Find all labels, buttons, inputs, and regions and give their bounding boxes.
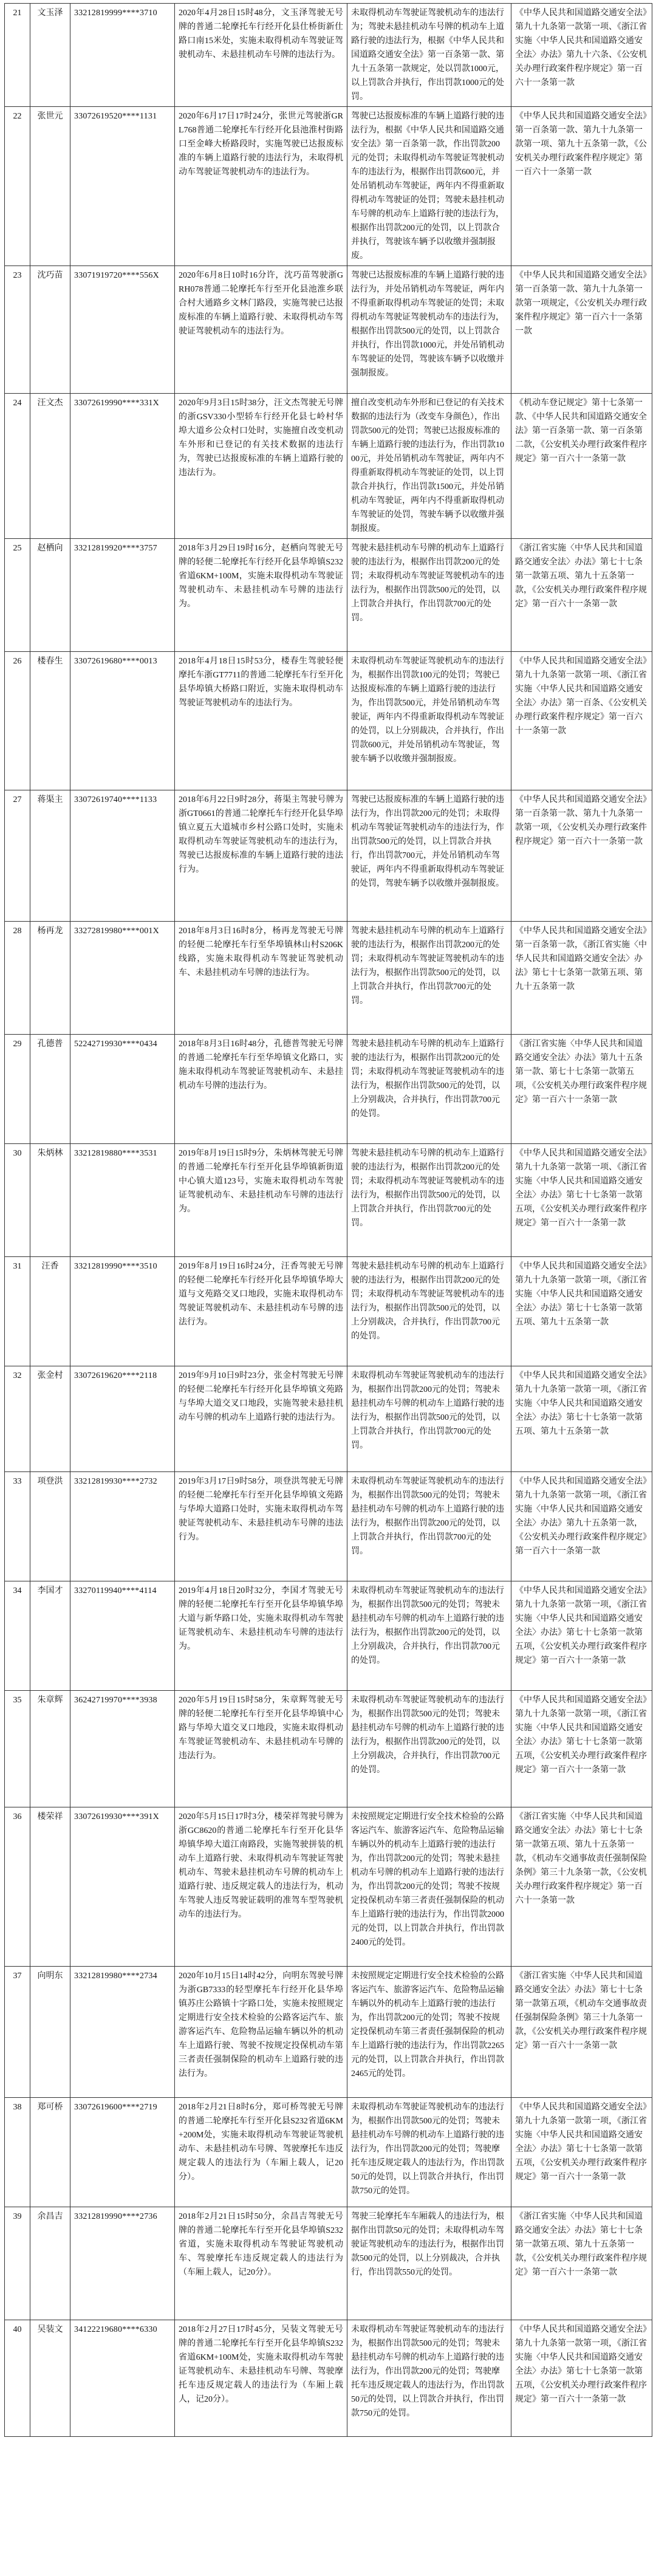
- table-row: [5, 790, 652, 922]
- table-row: [5, 266, 652, 394]
- record-penalty-basis: 未取得机动车驾驶证驾驶机动车的违法行为，根据作出罚款500元的处罚；驾驶未悬挂机动车号牌的机动车上道路行驶的违法行为，根据作出罚款200元的处罚，以上分别裁决，合并执行，作出罚款700元的处罚。: [347, 1691, 511, 1807]
- record-violation-facts: 2018年2月21日8时6分，郑可桥驾驶无号牌的普通二轮摩托车行至开化县S232省道6KM+200M处，实施未取得机动车驾驶证驾驶机动车、未悬挂机动车号牌、驾驶摩托车违反规定载人的违法行为（车厢上载人，记20分）。: [175, 2098, 347, 2207]
- table-row: [5, 1472, 652, 1581]
- record-legal-basis: 《中华人民共和国道路交通安全法》第九十九条第一款第一项、《浙江省实施〈中华人民共和国道路交通安全法〉办法》第七十七条第一款第五项，《公安机关办理行政案件程序规定》第一百六十一条第一款: [511, 1144, 652, 1257]
- record-id-number: 33212819930****2732: [70, 1472, 175, 1581]
- record-violation-facts: 2019年3月17日9时58分，项登洪驾驶无号牌的轻便二轮摩托车行至开化县华埠镇文苑路与华埠大道路口处时，实施未取得机动车驾驶证驾驶机动车、未悬挂机动车号牌的违法行为。: [175, 1472, 347, 1581]
- table-row: [5, 539, 652, 652]
- record-violation-facts: 2020年4月28日15时48分，文玉泽驾驶无号牌的普通二轮摩托车行经开化县仕桥街新仕路口南15米处，实施未取得机动车驾驶证驾驶机动车、未悬挂机动车号牌的违法行为。: [175, 4, 347, 107]
- record-violation-facts: 2020年5月15日17时3分，楼荣祥驾驶号牌为浙GC8620的普通二轮摩托车行至开化县华埠镇华埠大道江南路段，实施驾驶拼装的机动车上道路行驶、未取得机动车驾驶证驾驶机动车、驾驶未悬挂机动车号牌的机动车上道路行驶、违反规定载人的违法行为，机动车驾驶人违反驾驶证载明的准驾车型驾驶机动车的违法行为。: [175, 1807, 347, 1967]
- record-legal-basis: 《中华人民共和国道路交通安全法》第九十九条第一款第一项、《浙江省实施〈中华人民共和国道路交通安全法〉办法》第一百条、《公安机关办理行政案件程序规定》第一百六十一条第一款: [511, 652, 652, 790]
- record-name: 向明东: [30, 1967, 70, 2098]
- record-id-number: 33212819920****3757: [70, 539, 175, 652]
- record-violation-facts: 2018年3月29日19时16分，赵栖向驾驶无号牌的轻便二轮摩托车行经开化县华埠镇S232省道6KM+100M，实施未取得机动车驾驶证驾驶机动车、未悬挂机动车号牌的违法行为。: [175, 539, 347, 652]
- record-legal-basis: 《中华人民共和国道路交通安全法》第九十九条第一款第一项、《浙江省实施〈中华人民共和国道路交通安全法〉办法》第九十六条、《公安机关办理行政案件程序规定》第一百六十一条第一款: [511, 4, 652, 107]
- record-violation-facts: 2018年6月22日9时28分，蒋渠主驾驶号牌为浙GT0661的普通二轮摩托车行经开化县华埠镇立夏五大道城市乡村公路口处时，实施未取得机动车驾驶证驾驶机动车的违法行为，驾驶已达报废标准的车辆上道路行驶的违法行为。: [175, 790, 347, 922]
- penalty-records-table: [4, 3, 652, 2437]
- record-id-number: 34122219680****6330: [70, 2320, 175, 2437]
- record-name: 吴装文: [30, 2320, 70, 2437]
- record-number: 32: [5, 1366, 30, 1472]
- record-legal-basis: 《浙江省实施〈中华人民共和国道路交通安全法〉办法》第七十七条第一款第五项，《机动车交通事故责任强制保险条例》第三十九条第一款，《公安机关办理行政案件程序规定》第一百六十一条第一款: [511, 1967, 652, 2098]
- table-row: [5, 1807, 652, 1967]
- record-number: 29: [5, 1035, 30, 1144]
- record-legal-basis: 《中华人民共和国道路交通安全法》第九十九条第一款第一项，《浙江省实施〈中华人民共和国道路交通安全法〉办法》第七十七条第一款第五项，《公安机关办理行政案件程序规定》第一百六十一条第一款: [511, 2098, 652, 2207]
- record-penalty-basis: 擅自改变机动车外形和已登记的有关技术数据的违法行为（改变车身颜色），作出罚款500元的处罚；驾驶已达报废标准的车辆上道路行驶的违法行为，作出罚款1000元，并处吊销机动车驾驶证，两年内不得重新取得机动车驾驶证的处罚，以上罚款合并执行，作出罚款1500元，并处吊销机动车驾驶证，两年内不得重新取得机动车驾驶证的处罚，驾驶车辆予以收缴并强制报废。: [347, 394, 511, 539]
- record-id-number: 33072619930****391X: [70, 1807, 175, 1967]
- record-penalty-basis: 驾驶未悬挂机动车号牌的机动车上道路行驶的违法行为，根据作出罚款200元的处罚；未取得机动车驾驶证驾驶机动车的违法行为，根据作出罚款500元的处罚，以上分别裁决，合并执行，作出罚款700元的处罚。: [347, 1257, 511, 1366]
- record-id-number: 33072619740****1133: [70, 790, 175, 922]
- penalty-record-document: [4, 3, 652, 2573]
- record-penalty-basis: 未取得机动车驾驶证驾驶机动车的违法行为，根据作出罚款500元的处罚；驾驶未悬挂机动车号牌的机动车上道路行驶的违法行为，作出罚款200元的处罚；驾驶摩托车违反规定载人的违法行为，作出罚款50元的处罚，以上罚款合并执行，作出罚款750元的处罚。: [347, 2320, 511, 2437]
- record-legal-basis: 《中华人民共和国道路交通安全法》第一百条第一款、第九十九条第一款第一项，《公安机关办理行政案件程序规定》第一百六十一条第一款: [511, 790, 652, 922]
- record-name: 赵栖向: [30, 539, 70, 652]
- record-legal-basis: 《浙江省实施〈中华人民共和国道路交通安全法〉办法》第七十七条第一款第五项、第九十五条第一款，《公安机关办理行政案件程序规定》第一百六十一条第一款: [511, 2207, 652, 2320]
- table-row: [5, 1691, 652, 1807]
- record-number: 31: [5, 1257, 30, 1366]
- record-name: 项登洪: [30, 1472, 70, 1581]
- record-legal-basis: 《浙江省实施〈中华人民共和国道路交通安全法〉办法》第七十七条第一款第五项、第九十五条第一款，《机动车交通事故责任强制保险条例》第三十九条第一款，《公安机关办理行政案件程序规定》第一百六十一条第一款: [511, 1807, 652, 1967]
- record-number: 39: [5, 2207, 30, 2320]
- record-violation-facts: 2018年8月3日16时48分，孔德普驾驶无号牌的普通二轮摩托车行至华埠镇文化路口，实施未取得机动车驾驶证驾驶机动车、未悬挂机动车号牌的违法行为。: [175, 1035, 347, 1144]
- record-number: 21: [5, 4, 30, 107]
- record-name: 楼荣祥: [30, 1807, 70, 1967]
- record-name: 沈巧苗: [30, 266, 70, 394]
- record-violation-facts: 2018年2月27日17时45分，吴装文驾驶无号牌的普通二轮摩托车行至开化县华埠镇S232省道6KM+100M处，实施未取得机动车驾驶证驾驶机动车、未悬挂机动车号牌、驾驶摩托车违反规定载人的违法行为（车厢上载人，记20分）。: [175, 2320, 347, 2437]
- record-number: 27: [5, 790, 30, 922]
- record-penalty-basis: 未按照规定定期进行安全技术检验的公路客运汽车、旅游客运汽车、危险物品运输车辆以外的机动车上道路行驶的违法行为，作出罚款200元的处罚；驾驶不按规定投保机动车第三者责任强制保险的机动车上道路行驶的违法行为，作出罚款2265元的处罚，以上罚款合并执行，作出罚款2465元的处罚。: [347, 1967, 511, 2098]
- record-name: 郑可桥: [30, 2098, 70, 2207]
- record-penalty-basis: 未取得机动车驾驶证驾驶机动车的违法行为，根据作出罚款500元的处罚；驾驶未悬挂机动车号牌的机动车上道路行驶的违法行为，根据作出罚款200元的处罚，以上分别裁决，合并执行，作出罚款700元的处罚。: [347, 1581, 511, 1691]
- record-id-number: 33212819880****3531: [70, 1144, 175, 1257]
- record-number: 25: [5, 539, 30, 652]
- record-legal-basis: 《中华人民共和国道路交通安全法》第一百条第一款、第九十九条第一款第一项规定，《公安机关办理行政案件程序规定》第一百六十一条第一款: [511, 266, 652, 394]
- record-legal-basis: 《机动车登记规定》第十七条第一款、《中华人民共和国道路交通安全法》第一百条第一款、第一百条第二款，《公安机关办理行政案件程序规定》第一百六十一条第一款: [511, 394, 652, 539]
- record-number: 23: [5, 266, 30, 394]
- table-row: [5, 922, 652, 1035]
- table-row: [5, 1257, 652, 1366]
- record-penalty-basis: 未取得机动车驾驶证驾驶机动车的违法行为，根据作出罚款100元的处罚；驾驶已达报废标准的车辆上道路行驶的违法行为，作出罚款500元，并处吊销机动车驾驶证，两年内不得重新取得机动车驾驶证的处罚，以上分别裁决，合并执行，作出罚款600元，并处吊销机动车驾驶证，驾驶车辆予以收缴并强制报废。: [347, 652, 511, 790]
- record-number: 36: [5, 1807, 30, 1967]
- record-legal-basis: 《中华人民共和国道路交通安全法》第一百条第一款，《浙江省实施〈中华人民共和国道路交通安全法〉办法》第七十七条第一款第五项、第九十五条第一款: [511, 922, 652, 1035]
- record-id-number: 33212819990****3510: [70, 1257, 175, 1366]
- record-number: 37: [5, 1967, 30, 2098]
- record-violation-facts: 2018年8月3日16时8分，杨再龙驾驶无号牌的轻便二轮摩托车行至华埠镇林山村S206K线路，实施未取得机动车驾驶证驾驶机动车、未悬挂机动车号牌的违法行为。: [175, 922, 347, 1035]
- table-row: [5, 2320, 652, 2437]
- record-name: 汪香: [30, 1257, 70, 1366]
- record-penalty-basis: 驾驶未悬挂机动车号牌的机动车上道路行驶的违法行为，根据作出罚款200元的处罚；未取得机动车驾驶证驾驶机动车的违法行为，根据作出罚款500元的处罚，以上罚款合并执行，作出罚款700元的处罚。: [347, 1144, 511, 1257]
- record-id-number: 33072619520****1131: [70, 107, 175, 266]
- record-penalty-basis: 驾驶已达报废标准的车辆上道路行驶的违法行为，并处吊销机动车驾驶证，两年内不得重新取得机动车驾驶证的处罚；未取得机动车驾驶证驾驶机动车的违法行为，根据作出罚款500元的处罚，以上罚款合并执行，作出罚款1000元，并处吊销机动车驾驶证的处罚，驾驶该车辆予以收缴并强制报废。: [347, 266, 511, 394]
- record-id-number: 33072619600****2719: [70, 2098, 175, 2207]
- record-number: 30: [5, 1144, 30, 1257]
- record-name: 张金村: [30, 1366, 70, 1472]
- record-id-number: 36242719970****3938: [70, 1691, 175, 1807]
- record-id-number: 33072619990****331X: [70, 394, 175, 539]
- record-legal-basis: 《中华人民共和国道路交通安全法》第九十九条第一款第一项，《浙江省实施〈中华人民共和国道路交通安全法〉办法》第七十七条第一款第五项，《公安机关办理行政案件程序规定》第一百六十一条第一款: [511, 2320, 652, 2437]
- record-id-number: 33072619680****0013: [70, 652, 175, 790]
- records-table-body: [5, 4, 652, 2437]
- record-violation-facts: 2020年9月3日15时38分，汪文杰驾驶无号牌的浙GSV330小型轿车行经开化县七岭村华埠大道乡公众村口处时，实施擅自改变机动车外形和已登记的有关技术数据的违法行为，驾驶已达报废标准的车辆上道路行驶的违法行为。: [175, 394, 347, 539]
- record-name: 张世元: [30, 107, 70, 266]
- record-legal-basis: 《中华人民共和国道路交通安全法》第九十九条第一款第一项，《浙江省实施〈中华人民共和国道路交通安全法〉办法》第七十七条第一款第五项、第九十五条第一款: [511, 1257, 652, 1366]
- table-row: [5, 1366, 652, 1472]
- record-name: 蒋渠主: [30, 790, 70, 922]
- table-row: [5, 1967, 652, 2098]
- record-id-number: 33272819980****001X: [70, 922, 175, 1035]
- record-id-number: 33212819980****2734: [70, 1967, 175, 2098]
- record-number: 35: [5, 1691, 30, 1807]
- record-id-number: 33072619620****2118: [70, 1366, 175, 1472]
- table-row: [5, 107, 652, 266]
- record-number: 28: [5, 922, 30, 1035]
- table-row: [5, 1144, 652, 1257]
- record-violation-facts: 2019年9月10日9时23分，张金村驾驶无号牌的轻便二轮摩托车行经开化县华埠镇文苑路与华埠大道交叉口地段，实施驾驶未悬挂机动车号牌的机动车上道路行驶的违法行为。: [175, 1366, 347, 1472]
- record-legal-basis: 《浙江省实施〈中华人民共和国道路交通安全法〉办法》第九十五条第一款、第七十七条第一款第五项，《公安机关办理行政案件程序规定》第一百六十一条第一款: [511, 1035, 652, 1144]
- record-name: 文玉泽: [30, 4, 70, 107]
- record-penalty-basis: 未取得机动车驾驶证驾驶机动车的违法行为；驾驶未悬挂机动车号牌的机动车上道路行驶的违法行为，根据《中华人民共和国道路交通安全法》第一百条第一款、第九十五条第一款规定，处以罚款1000元，以上罚款合并执行，作出罚款1000元的处罚。: [347, 4, 511, 107]
- record-name: 朱章辉: [30, 1691, 70, 1807]
- record-penalty-basis: 未取得机动车驾驶证驾驶机动车的违法行为，根据作出罚款500元的处罚；驾驶未悬挂机动车号牌的机动车上道路行驶的违法行为，根据作出罚款200元的处罚，以上罚款合并执行，作出罚款700元的处罚。: [347, 1472, 511, 1581]
- record-penalty-basis: 未取得机动车驾驶证驾驶机动车的违法行为，根据作出罚款500元的处罚；驾驶未悬挂机动车号牌的机动车上道路行驶的违法行为，作出罚款200元的处罚；驾驶摩托车违反规定载人的违法行为，作出罚款50元的处罚，以上罚款合并执行，作出罚款750元的处罚。: [347, 2098, 511, 2207]
- record-legal-basis: 《中华人民共和国道路交通安全法》第九十九条第一款第一项，《浙江省实施〈中华人民共和国道路交通安全法〉办法》第九十五条第一款，《公安机关办理行政案件程序规定》第一百六十一条第一款: [511, 1472, 652, 1581]
- record-penalty-basis: 驾驶未悬挂机动车号牌的机动车上道路行驶的违法行为，根据作出罚款200元的处罚；未取得机动车驾驶证驾驶机动车的违法行为，根据作出罚款500元的处罚，以上分别裁决，合并执行，作出罚款700元的处罚。: [347, 1035, 511, 1144]
- record-name: 楼春生: [30, 652, 70, 790]
- table-row: [5, 4, 652, 107]
- record-id-number: 52242719930****0434: [70, 1035, 175, 1144]
- record-legal-basis: 《中华人民共和国道路交通安全法》第九十九条第一款第一项，《浙江省实施〈中华人民共和国道路交通安全法〉办法》第七十七条第一款第五项，《公安机关办理行政案件程序规定》第一百六十一条第一款: [511, 1691, 652, 1807]
- record-penalty-basis: 驾驶未悬挂机动车号牌的机动车上道路行驶的违法行为，根据作出罚款200元的处罚；未取得机动车驾驶证驾驶机动车的违法行为，根据作出罚款500元的处罚，以上罚款合并执行，作出罚款700元的处罚。: [347, 539, 511, 652]
- table-row: [5, 1035, 652, 1144]
- record-name: 汪文杰: [30, 394, 70, 539]
- record-legal-basis: 《中华人民共和国道路交通安全法》第一百条第一款、第九十九条第一款第一项、第九十五条第一款，《公安机关办理行政案件程序规定》第一百六十一条第一款: [511, 107, 652, 266]
- record-number: 33: [5, 1472, 30, 1581]
- table-row: [5, 652, 652, 790]
- record-number: 38: [5, 2098, 30, 2207]
- record-name: 杨再龙: [30, 922, 70, 1035]
- table-row: [5, 394, 652, 539]
- record-legal-basis: 《浙江省实施〈中华人民共和国道路交通安全法〉办法》第七十七条第一款第五项、第九十五条第一款，《公安机关办理行政案件程序规定》第一百六十一条第一款: [511, 539, 652, 652]
- record-penalty-basis: 未取得机动车驾驶证驾驶机动车的违法行为，根据作出罚款200元的处罚；驾驶未悬挂机动车号牌的机动车上道路行驶的违法行为，根据作出罚款500元的处罚，以上罚款合并执行，作出罚款700元的处罚。: [347, 1366, 511, 1472]
- table-row: [5, 1581, 652, 1691]
- record-name: 余昌吉: [30, 2207, 70, 2320]
- record-violation-facts: 2019年4月18日20时32分，李国才驾驶无号牌的轻便二轮摩托车行至开化县华埠镇华埠大道与新华路口处，实施未取得机动车驾驶证驾驶机动车、未悬挂机动车号牌的违法行为。: [175, 1581, 347, 1691]
- table-row: [5, 2207, 652, 2320]
- record-name: 朱炳林: [30, 1144, 70, 1257]
- record-legal-basis: 《中华人民共和国道路交通安全法》第九十九条第一款第一项，《浙江省实施〈中华人民共和国道路交通安全法〉办法》第七十七条第一款第五项、第九十五条第一款: [511, 1366, 652, 1472]
- record-penalty-basis: 驾驶未悬挂机动车号牌的机动车上道路行驶的违法行为，根据作出罚款200元的处罚；未取得机动车驾驶证驾驶机动车的违法行为，根据作出罚款500元的处罚，以上罚款合并执行，作出罚款700元的处罚。: [347, 922, 511, 1035]
- record-number: 22: [5, 107, 30, 266]
- record-penalty-basis: 未按照规定定期进行安全技术检验的公路客运汽车、旅游客运汽车、危险物品运输车辆以外的机动车上道路行驶的违法行为，作出罚款200元的处罚；驾驶未悬挂机动车号牌的机动车上道路行驶的违法行为，作出罚款200元的处罚；驾驶不按规定投保机动车第三者责任强制保险的机动车上道路行驶的违法行为，作出罚款2000元的处罚，以上罚款合并执行，作出罚款2400元的处罚。: [347, 1807, 511, 1967]
- record-id-number: 33212819999****3710: [70, 4, 175, 107]
- record-violation-facts: 2020年5月19日15时58分，朱章辉驾驶无号牌的轻便二轮摩托车行至开化县华埠镇中心路与华埠大道交叉口地段，实施未取得机动车驾驶证驾驶机动车、未悬挂机动车号牌的违法行为。: [175, 1691, 347, 1807]
- record-violation-facts: 2019年8月19日16时24分，汪香驾驶无号牌的轻便二轮摩托车行经开化县华埠镇华埠大道与文苑路交叉口地段，实施未取得机动车驾驶证驾驶机动车、未悬挂机动车号牌的违法行为。: [175, 1257, 347, 1366]
- record-id-number: 33212819990****2736: [70, 2207, 175, 2320]
- record-penalty-basis: 驾驶三轮摩托车车厢载人的违法行为，根据作出罚款50元的处罚；未取得机动车驾驶证驾驶机动车的违法行为，根据作出罚款500元的处罚，以上分别裁决，合并执行，作出罚款550元的处罚。: [347, 2207, 511, 2320]
- record-penalty-basis: 驾驶已达报废标准的车辆上道路行驶的违法行为，根据《中华人民共和国道路交通安全法》第一百条第一款，作出罚款200元的处罚；未取得机动车驾驶证驾驶机动车的违法行为，根据作出罚款600元，并处吊销机动车驾驶证，两年内不得重新取得机动车驾驶证的处罚；驾驶未悬挂机动车号牌的机动车上道路行驶的违法行为，根据作出罚款200元的处罚，以上罚款合并执行，驾驶该车辆予以收缴并强制报废。: [347, 107, 511, 266]
- record-legal-basis: 《中华人民共和国道路交通安全法》第九十九条第一款第一项，《浙江省实施〈中华人民共和国道路交通安全法〉办法》第七十七条第一款第五项，《公安机关办理行政案件程序规定》第一百六十一条第一款: [511, 1581, 652, 1691]
- record-violation-facts: 2020年6月8日10时16分许，沈巧苗驾驶浙GRH078普通二轮摩托车行至开化县池淮乡联合村大通路乡文林门路段，实施驾驶已达报废标准的车辆上道路行驶、未取得机动车驾驶证驾驶机动车的违法行为。: [175, 266, 347, 394]
- record-number: 40: [5, 2320, 30, 2437]
- record-name: 李国才: [30, 1581, 70, 1691]
- record-penalty-basis: 驾驶已达报废标准的车辆上道路行驶的违法行为，作出罚款200元的处罚；未取得机动车驾驶证驾驶机动车的违法行为，作出罚款500元的处罚，以上罚款合并执行，作出罚款700元，并处吊销机动车驾驶证，两年内不得重新取得机动车驾驶证的处罚，驾驶车辆予以收缴并强制报废。: [347, 790, 511, 922]
- record-violation-facts: 2020年10月15日14时42分，向明东驾驶号牌为浙GB7333的轻型摩托车行经开化县华埠镇苏庄公路镇十字路口处，实施未按照规定定期进行安全技术检验的公路客运汽车、旅游客运汽车、危险物品运输车辆以外的机动车上道路行驶、驾驶不按规定投保机动车第三者责任强制保险的机动车上道路行驶的违法行为。: [175, 1967, 347, 2098]
- record-number: 26: [5, 652, 30, 790]
- record-number: 34: [5, 1581, 30, 1691]
- record-number: 24: [5, 394, 30, 539]
- table-row: [5, 2098, 652, 2207]
- record-violation-facts: 2018年4月18日15时53分，楼春生驾驶轻便摩托车浙GT7711的普通二轮摩托车行至开化县华埠镇大桥路口附近，实施未取得机动车驾驶证驾驶机动车的违法行为。: [175, 652, 347, 790]
- record-id-number: 33270119940****4114: [70, 1581, 175, 1691]
- record-violation-facts: 2020年6月17日17时24分，张世元驾驶浙GRL768普通二轮摩托车行经开化县池淮村街路口至金峰大桥路段时，实施驾驶已达报废标准的车辆上道路行驶的违法行为，未取得机动车驾驶证驾驶机动车的违法行为。: [175, 107, 347, 266]
- record-violation-facts: 2018年2月21日15时50分，余昌吉驾驶无号牌的普通二轮摩托车行至开化县华埠镇S232省道，实施未取得机动车驾驶证驾驶机动车、驾驶摩托车违反规定载人的违法行为（车厢上载人，记20分）。: [175, 2207, 347, 2320]
- record-name: 孔德普: [30, 1035, 70, 1144]
- record-id-number: 33071919720****556X: [70, 266, 175, 394]
- record-violation-facts: 2019年8月19日15时9分，朱炳林驾驶无号牌的普通二轮摩托车行至开化县华埠镇新街道中心镇大道123号，实施未取得机动车驾驶证驾驶机动车、未悬挂机动车号牌的违法行为。: [175, 1144, 347, 1257]
